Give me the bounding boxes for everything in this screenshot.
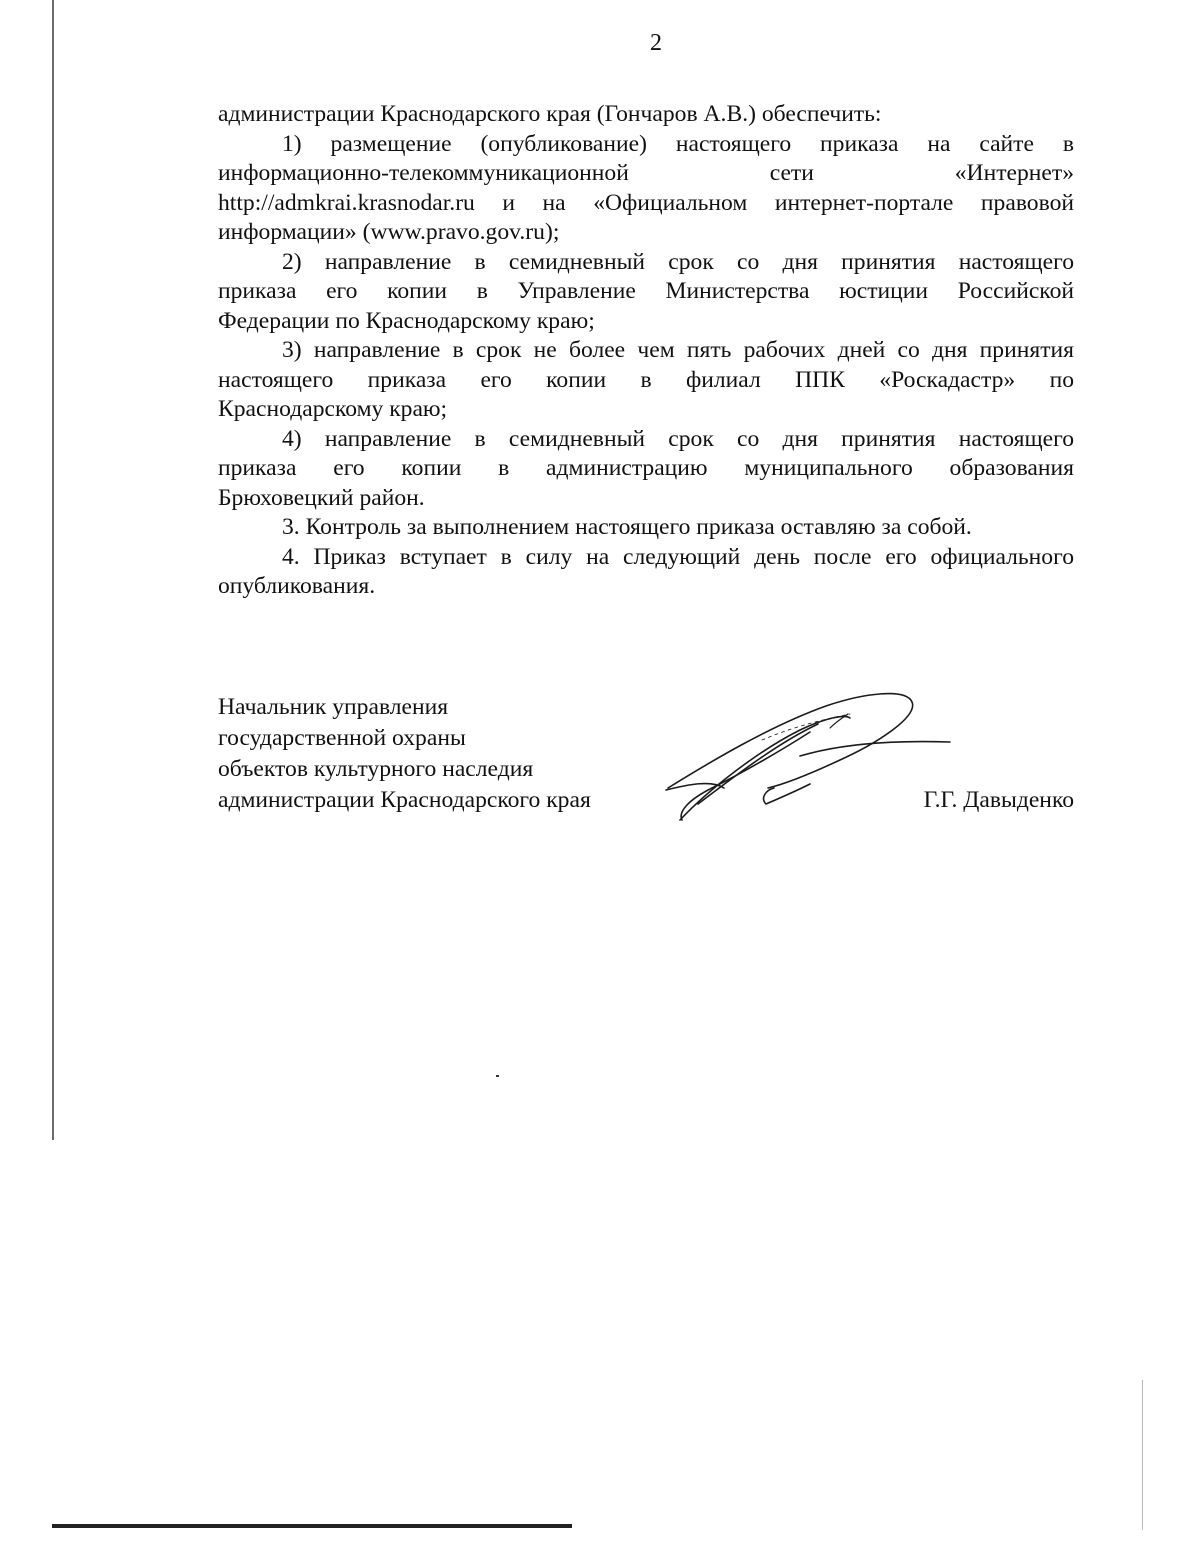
- scan-edge-line-bottom: [52, 1524, 572, 1528]
- position-line: объектов культурного наследия: [218, 756, 534, 782]
- body-line: опубликования.: [218, 573, 376, 599]
- scan-edge-line-left: [52, 0, 54, 1140]
- body-line: информационно-телекоммуникационной сети «Интернет»: [218, 160, 1074, 186]
- body-line: Брюховецкий район.: [218, 484, 425, 511]
- body-line: администрации Краснодарского края (Гончаров А.В.) обеспечить:: [218, 101, 882, 127]
- body-line: Краснодарскому краю;: [218, 396, 448, 422]
- body-line: информации» (www.pravo.gov.ru);: [218, 219, 560, 245]
- signer-name: Г.Г. Давыденко: [923, 787, 1074, 813]
- body-line: приказа его копии в Управление Министерства юстиции Российской: [218, 278, 1074, 304]
- body-line: 4) направление в семидневный срок со дня принятия настоящего: [282, 425, 1074, 452]
- body-line: настоящего приказа его копии в филиал ППК «Роскадастр» по: [218, 366, 1074, 393]
- scan-speck: [496, 1075, 499, 1077]
- body-line: 3. Контроль за выполнением настоящего приказа оставляю за собой.: [282, 514, 972, 540]
- signatory-position: [218, 692, 718, 816]
- body-line: 1) размещение (опубликование) настоящего приказа на сайте в: [282, 130, 1074, 157]
- scan-edge-line-right: [1142, 1380, 1143, 1530]
- body-line: 3) направление в срок не более чем пять рабочих дней со дня принятия: [282, 337, 1074, 363]
- body-line: приказа его копии в администрацию муниципального образования: [218, 455, 1074, 481]
- position-line: государственной охраны: [218, 725, 466, 751]
- position-line: Начальник управления: [218, 694, 449, 720]
- document-body: [218, 100, 1074, 602]
- position-line: администрации Краснодарского края: [218, 787, 591, 813]
- page-number: 2: [650, 30, 662, 56]
- body-line: 2) направление в семидневный срок со дня принятия настоящего: [282, 248, 1074, 275]
- body-line: 4. Приказ вступает в силу на следующий день после его официального: [282, 543, 1074, 570]
- body-line: Федерации по Краснодарскому краю;: [218, 307, 595, 334]
- body-line: http://admkrai.krasnodar.ru и на «Официальном интернет-портале правовой: [218, 189, 1074, 216]
